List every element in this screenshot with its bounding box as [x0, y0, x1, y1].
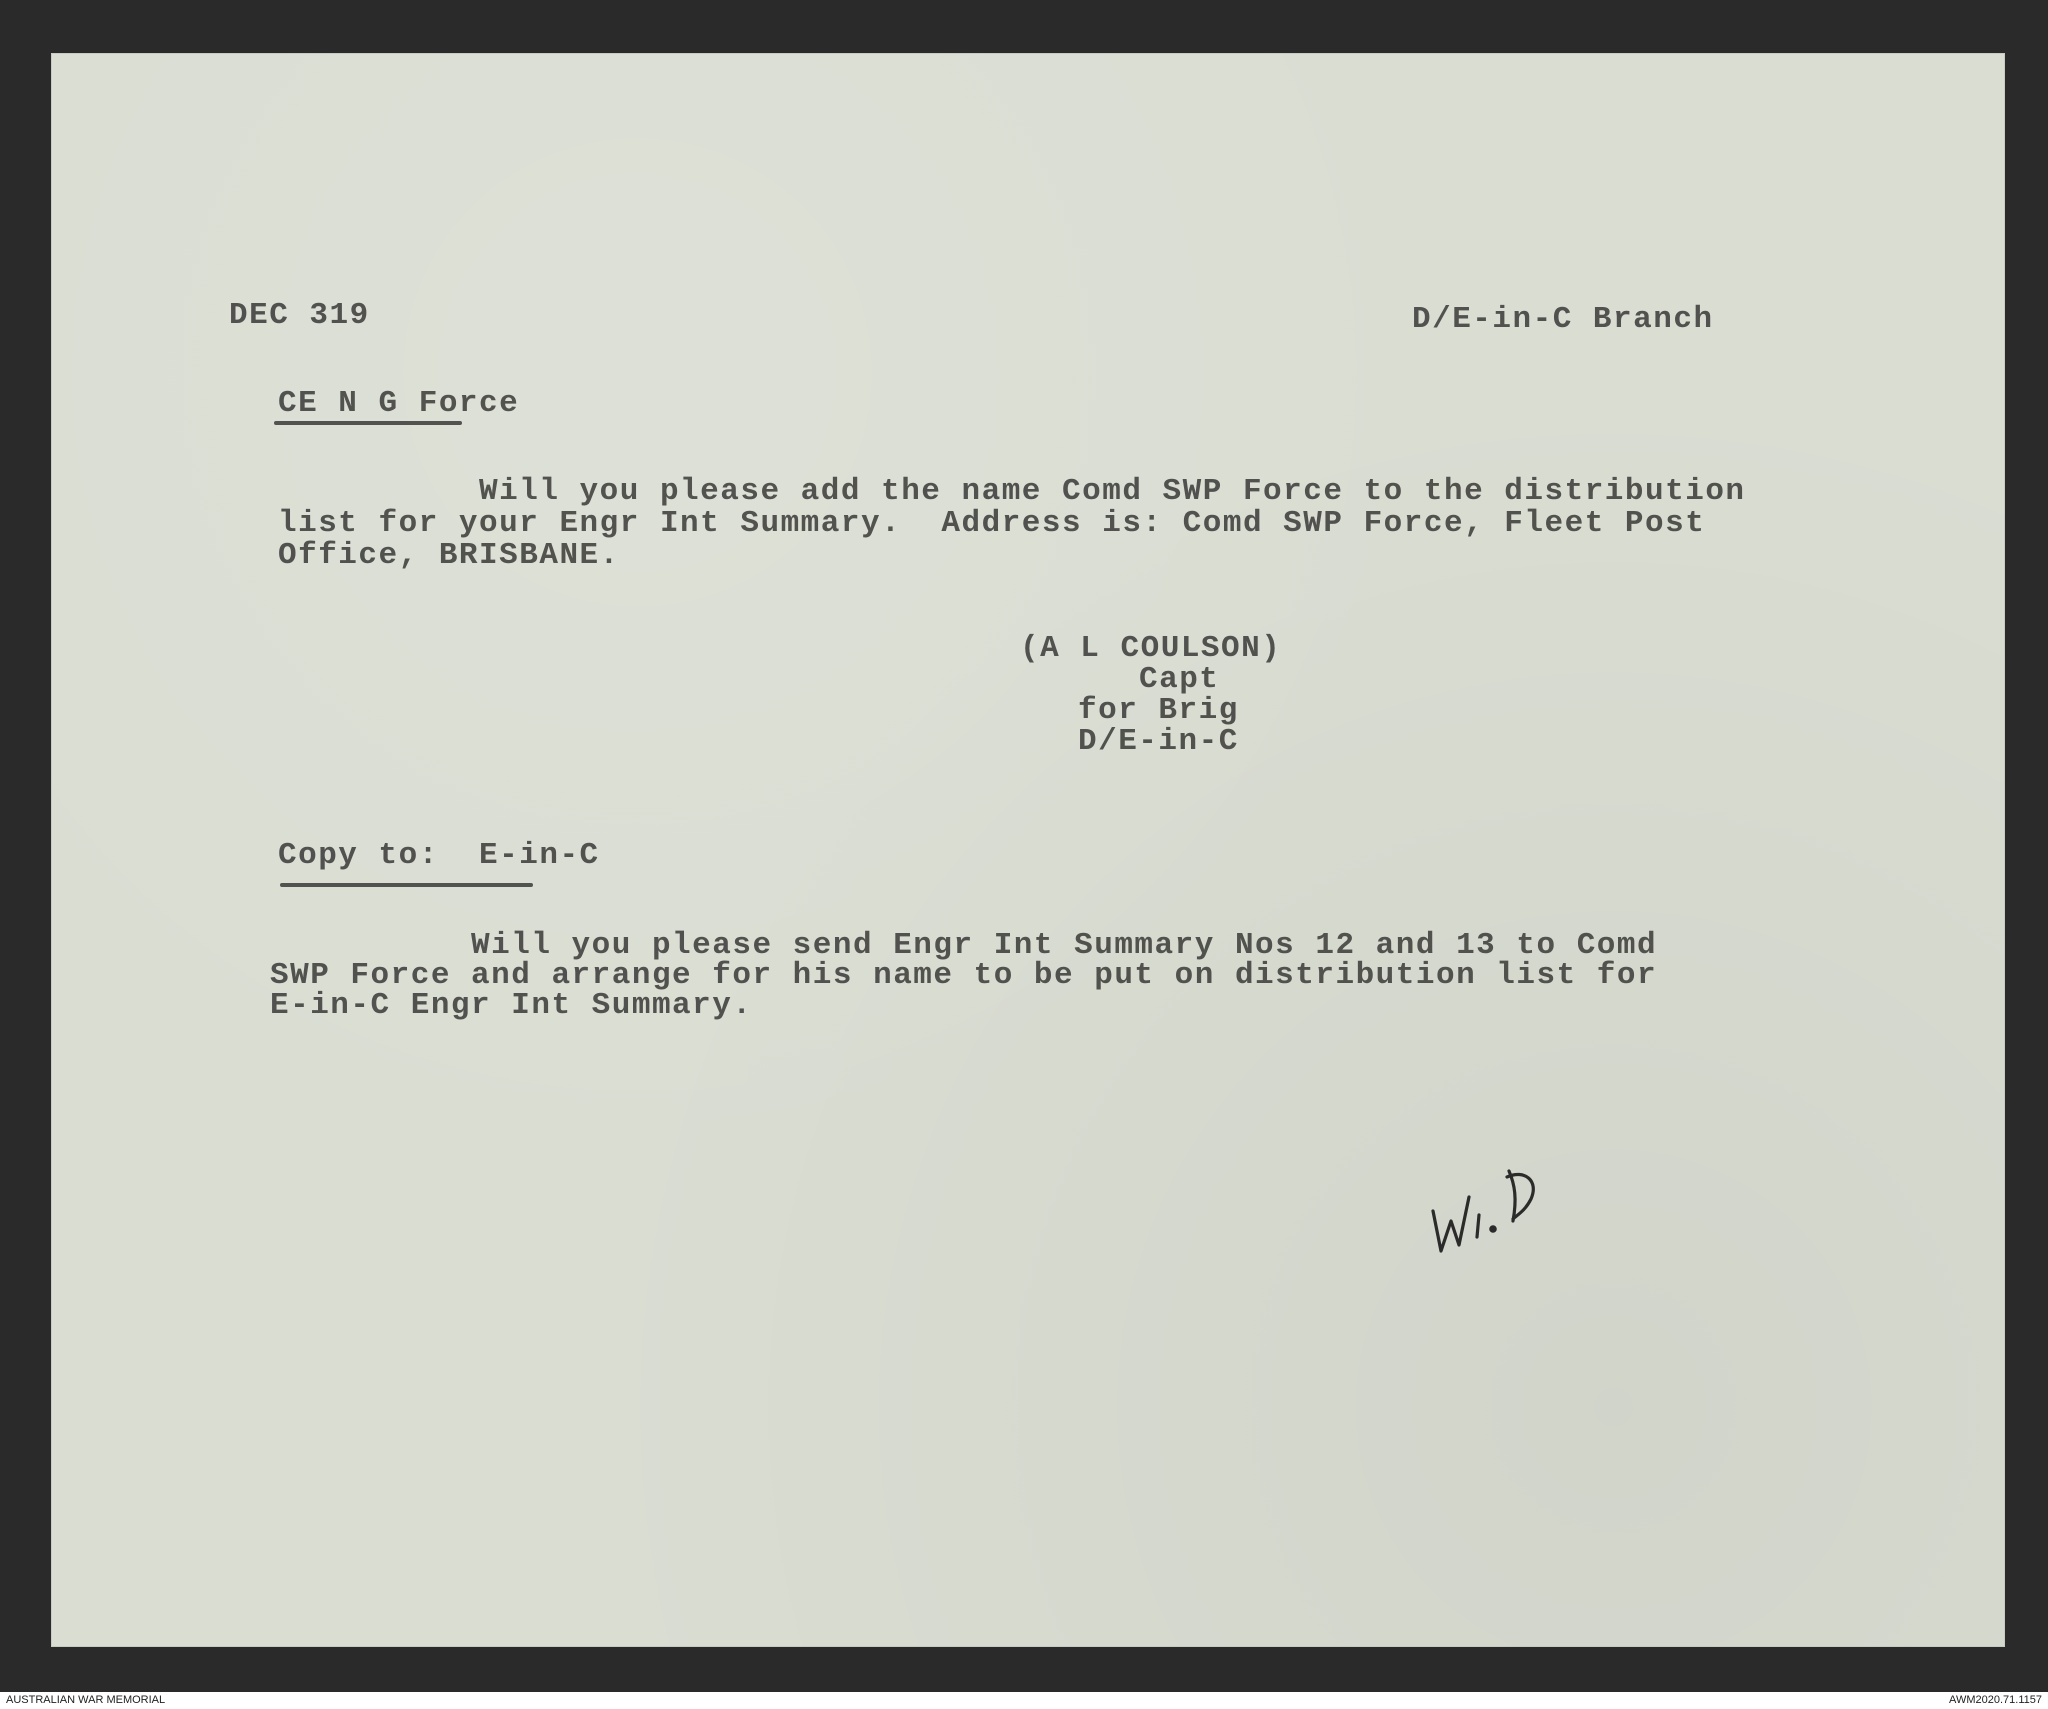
copy-line: E-in-C Engr Int Summary. [270, 988, 753, 1023]
signatory-on-behalf: for Brig [1078, 693, 1239, 728]
archive-reference: AWM2020.71.1157 [1949, 1694, 2042, 1706]
copy-line: SWP Force and arrange for his name to be put on distribution list for [270, 958, 1658, 993]
copy-line: Will you please send Engr Int Summary Nos 12 and 13 to Comd [270, 928, 1658, 963]
archive-name: AUSTRALIAN WAR MEMORIAL [6, 1694, 166, 1706]
signatory-appointment: D/E-in-C [1078, 724, 1239, 759]
signatory-rank: Capt [1139, 662, 1220, 697]
body-line: Will you please add the name Comd SWP Force to the distribution [278, 474, 1746, 509]
archive-footer [0, 1692, 2048, 1709]
branch-heading: D/E-in-C Branch [1412, 302, 1714, 337]
body-line: Office, BRISBANE. [278, 538, 620, 573]
signatory-name: (A L COULSON) [1020, 631, 1282, 666]
handwritten-initials [1427, 1159, 1547, 1269]
reference-number: DEC 319 [229, 298, 370, 333]
body-line: list for your Engr Int Summary. Address is: Comd SWP Force, Fleet Post [278, 506, 1706, 541]
copy-to-underline [280, 883, 533, 887]
addressee: CE N G Force [278, 386, 520, 421]
copy-to-heading: Copy to: E-in-C [278, 838, 600, 873]
document-page [52, 54, 2004, 1646]
addressee-underline [274, 421, 462, 425]
